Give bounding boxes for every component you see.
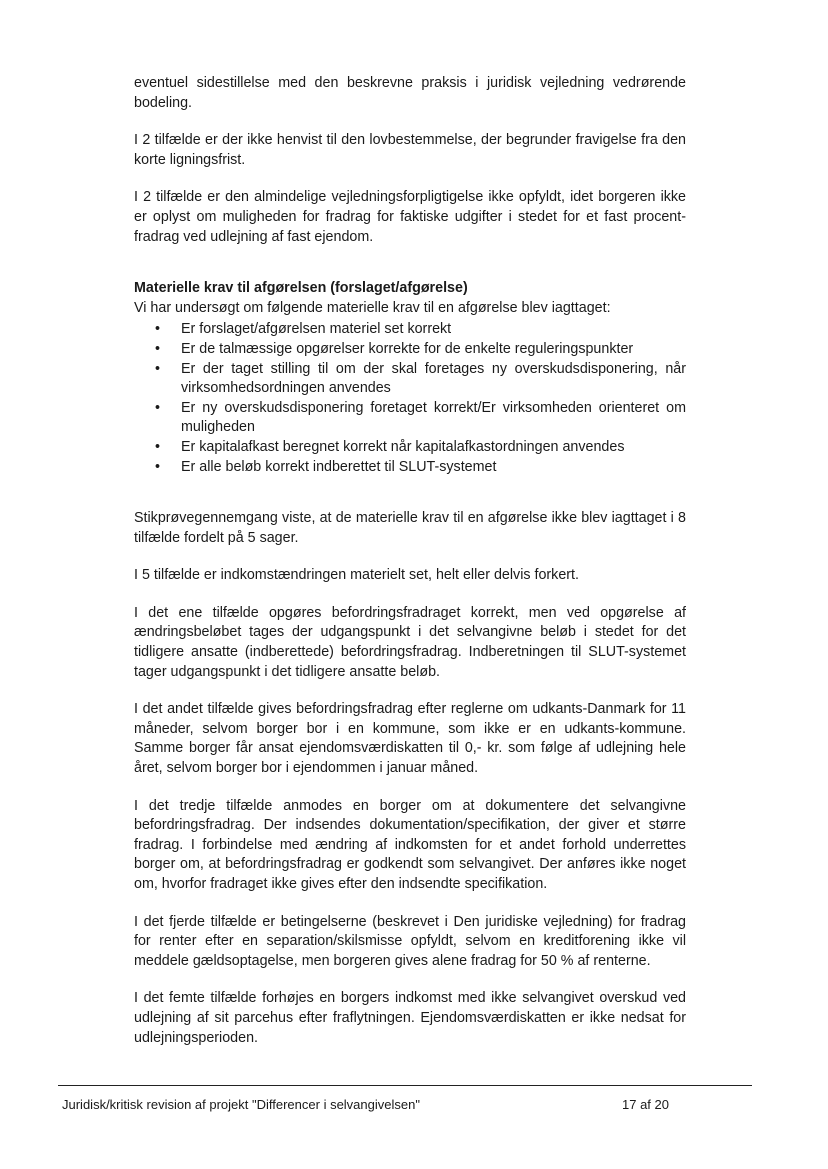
- paragraph-fem-tilfaelde: I 5 tilfælde er indkomstændringen materielt set, helt eller delvis forkert.: [134, 567, 579, 584]
- footer-title: Juridisk/kritisk revision af projekt "Differencer i selvangivelsen": [62, 1097, 420, 1112]
- list-item: • Er ny overskudsdisponering foretaget korrekt/Er virksomheden orienteret om muligheden: [155, 399, 686, 436]
- bullet-icon: •: [155, 399, 161, 416]
- bullet-icon: •: [155, 458, 161, 475]
- list-intro: Vi har undersøgt om følgende materielle krav til en afgørelse blev iagttaget:: [134, 299, 611, 316]
- paragraph-stikproeve: Stikprøvegennemgang viste, at de materielle krav til en afgørelse ikke blev iagttaget i 8 tilfælde fordelt på 5 sager.: [134, 510, 686, 546]
- bullet-icon: •: [155, 438, 161, 455]
- section-heading: Materielle krav til afgørelsen (forslaget/afgørelse): [134, 280, 468, 297]
- list-item: • Er alle beløb korrekt indberettet til SLUT-systemet: [134, 458, 686, 478]
- footer-divider: [58, 1085, 752, 1086]
- paragraph-tilfaelde-5: I det femte tilfælde forhøjes en borgers indkomst med ikke selvangivet overskud ved udlejning af sit parcehus efter fraflytningen. Ejendomsværdiskatten er ikke nedsat for udlejningsperioden.: [134, 990, 686, 1046]
- page-number: 17 af 20: [622, 1097, 669, 1112]
- paragraph-tilfaelde-1: I det ene tilfælde opgøres befordringsfradraget korrekt, men ved opgørelse af ændringsbeløbet tages der udgangspunkt i det selvangivne beløb i stedet for det tidligere ansatte (indberettede) befordringsfradrag. Indberetningen til SLUT-systemet tager udgangspunkt i det tidligere ansatte beløb.: [134, 604, 686, 680]
- requirements-list: [134, 320, 686, 477]
- paragraph-tilfaelde-4: I det fjerde tilfælde er betingelserne (beskrevet i Den juridiske vejledning) for fradrag for renter efter en separation/skilsmisse opfyldt, selvom en kreditforening ikke vil meddele gældsoptagelse, men borgeren gives alene fradrag for 50 % af renterne.: [134, 913, 686, 969]
- bullet-icon: •: [155, 360, 161, 377]
- page-content: [134, 74, 686, 1066]
- bullet-icon: •: [155, 321, 161, 338]
- list-item: • Er forslaget/afgørelsen materiel set korrekt: [134, 320, 686, 340]
- paragraph-tilfaelde-2: I det andet tilfælde gives befordringsfradrag efter reglerne om udkants-Danmark for 11 måneder, selvom borger bor i en kommune, som ikke er en udkants-kommune. Samme borger får ansat ejendomsværdiskatten til 0,- kr. som følge af udlejning hele året, selvom borger bor i ejendommen i januar måned.: [134, 701, 686, 777]
- paragraph-vejledningspligt: I 2 tilfælde er den almindelige vejledningsforpligtigelse ikke opfyldt, idet borgeren ikke er oplyst om muligheden for fradrag for faktiske udgifter i stedet for et fast procent-fradrag ved udlejning af fast ejendom.: [134, 189, 686, 245]
- bullet-icon: •: [155, 340, 161, 357]
- list-item: • Er der taget stilling til om der skal foretages ny overskudsdisponering, når virksomhedsordningen anvendes: [155, 360, 686, 397]
- list-item: • Er kapitalafkast beregnet korrekt når kapitalafkastordningen anvendes: [134, 438, 686, 458]
- paragraph-intro: eventuel sidestillelse med den beskrevne praksis i juridisk vejledning vedrørende bodeling.: [134, 75, 686, 111]
- list-item: • Er de talmæssige opgørelser korrekte for de enkelte reguleringspunkter: [134, 340, 686, 360]
- paragraph-ligningsfrist: I 2 tilfælde er der ikke henvist til den lovbestemmelse, der begrunder fravigelse fra den korte ligningsfrist.: [134, 132, 686, 168]
- paragraph-tilfaelde-3: I det tredje tilfælde anmodes en borger om at dokumentere det selvangivne befordringsfradrag. Der indsendes dokumentation/specifikation, der giver et større fradrag. I forbindelse med ændring af indkomsten for et andet forhold underrettes borger om, at befordringsfradrag er godkendt som selvangivet. Der anføres ikke noget om, hvorfor fradraget ikke gives efter den indsendte specifikation.: [134, 797, 686, 892]
